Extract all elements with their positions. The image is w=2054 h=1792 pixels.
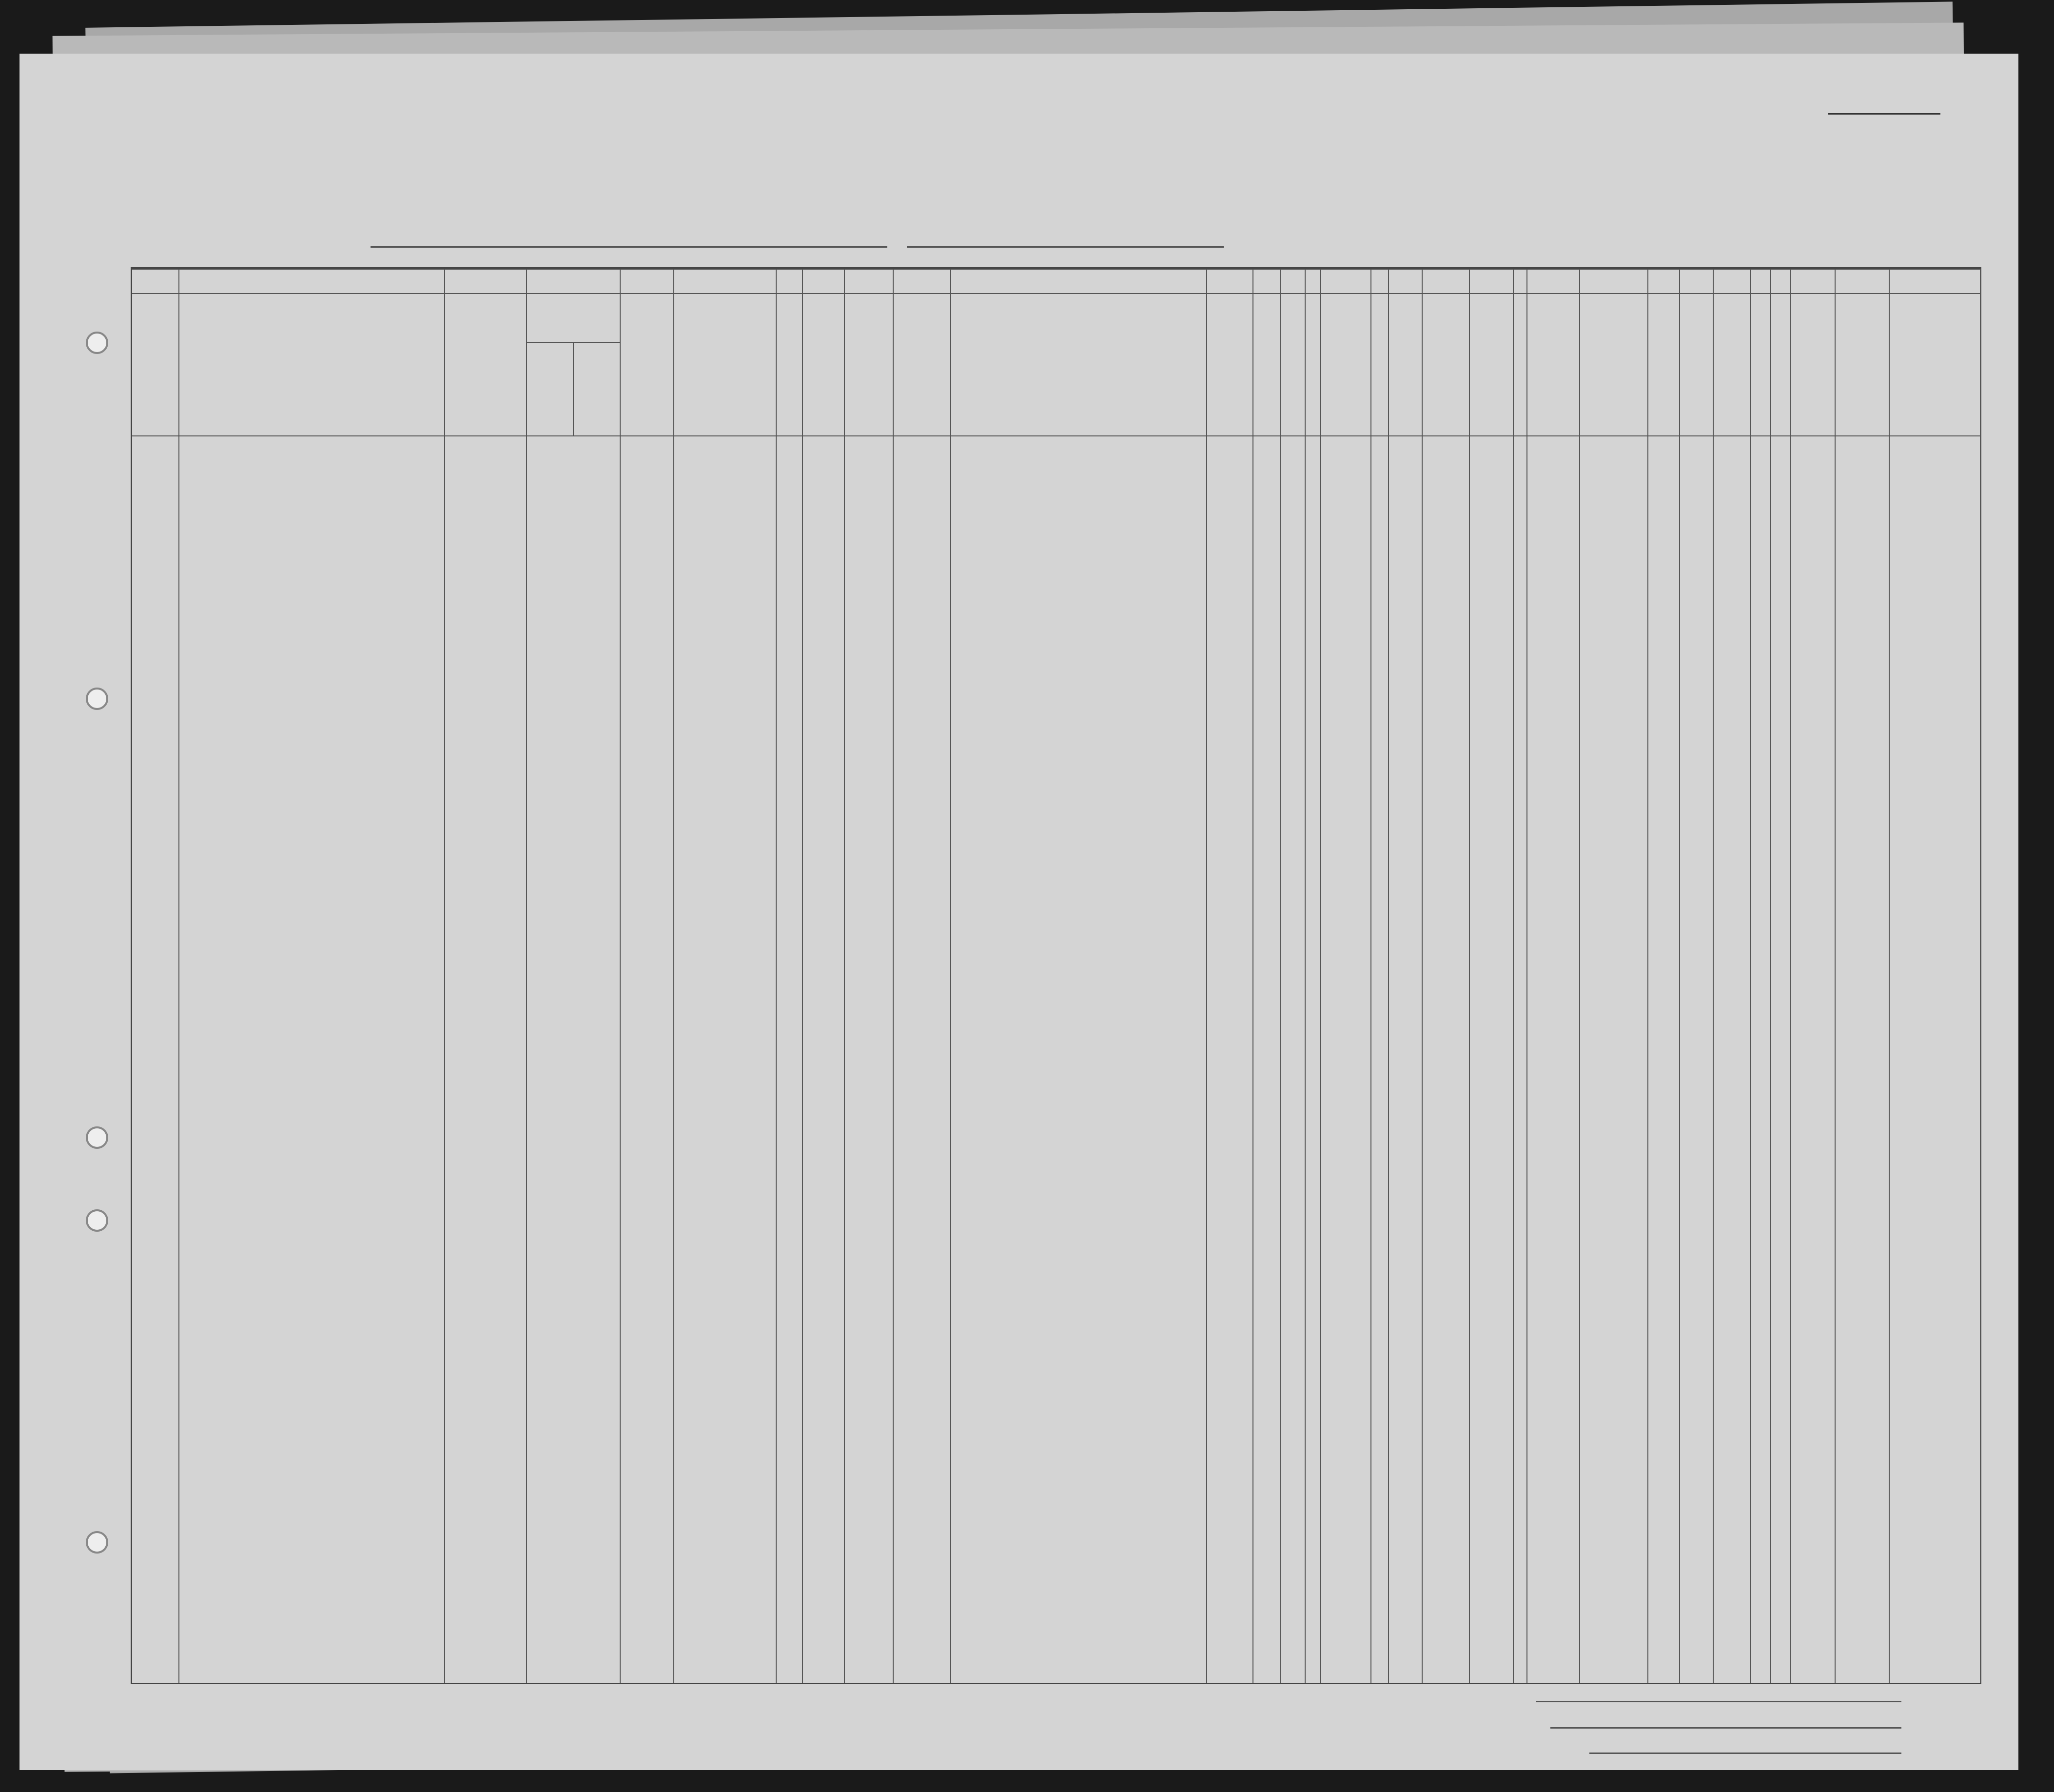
- column-rule: [673, 269, 674, 1683]
- column-rule: [573, 342, 574, 435]
- column-rule: [802, 269, 803, 1683]
- column-rule: [1388, 269, 1389, 1683]
- row-rule: [132, 435, 1980, 436]
- punch-hole: [86, 1126, 108, 1149]
- column-rule: [776, 269, 777, 1683]
- owners-underline: [1550, 1727, 1901, 1729]
- column-rule: [620, 269, 621, 1683]
- column-rule: [1513, 269, 1514, 1683]
- column-rule: [1980, 269, 1981, 1683]
- punch-hole: [86, 1209, 108, 1232]
- column-rule: [1790, 269, 1791, 1683]
- column-rule: [1320, 269, 1321, 1683]
- column-rule: [1305, 269, 1306, 1683]
- column-rule: [1889, 269, 1890, 1683]
- agents-underline: [1589, 1753, 1901, 1754]
- row-rule: [132, 293, 1980, 294]
- column-rule: [893, 269, 894, 1683]
- column-rule: [1252, 269, 1253, 1683]
- date-underline: [907, 246, 1224, 248]
- manifest-table: [131, 267, 1981, 1684]
- column-rule: [1206, 269, 1207, 1683]
- column-rule: [1422, 269, 1423, 1683]
- column-rule: [1770, 269, 1771, 1683]
- column-rule: [1679, 269, 1680, 1683]
- column-rule: [1713, 269, 1714, 1683]
- column-rule: [1526, 269, 1527, 1683]
- row-rule: [132, 269, 1980, 270]
- column-rule: [1280, 269, 1281, 1683]
- column-rule: [1750, 269, 1751, 1683]
- column-rule: [1835, 269, 1836, 1683]
- port-underline: [371, 246, 887, 248]
- column-rule: [844, 269, 845, 1683]
- column-rule: [526, 269, 527, 1683]
- list-underline: [1828, 113, 1940, 115]
- punch-hole: [86, 1531, 108, 1554]
- column-rule: [1370, 269, 1371, 1683]
- column-rule: [1469, 269, 1470, 1683]
- line-underline: [1536, 1701, 1901, 1702]
- punch-hole: [86, 688, 108, 710]
- punch-hole: [86, 332, 108, 354]
- column-rule: [1647, 269, 1648, 1683]
- column-rule: [178, 269, 179, 1683]
- column-rule: [950, 269, 951, 1683]
- column-rule: [444, 269, 445, 1683]
- column-rule: [1579, 269, 1580, 1683]
